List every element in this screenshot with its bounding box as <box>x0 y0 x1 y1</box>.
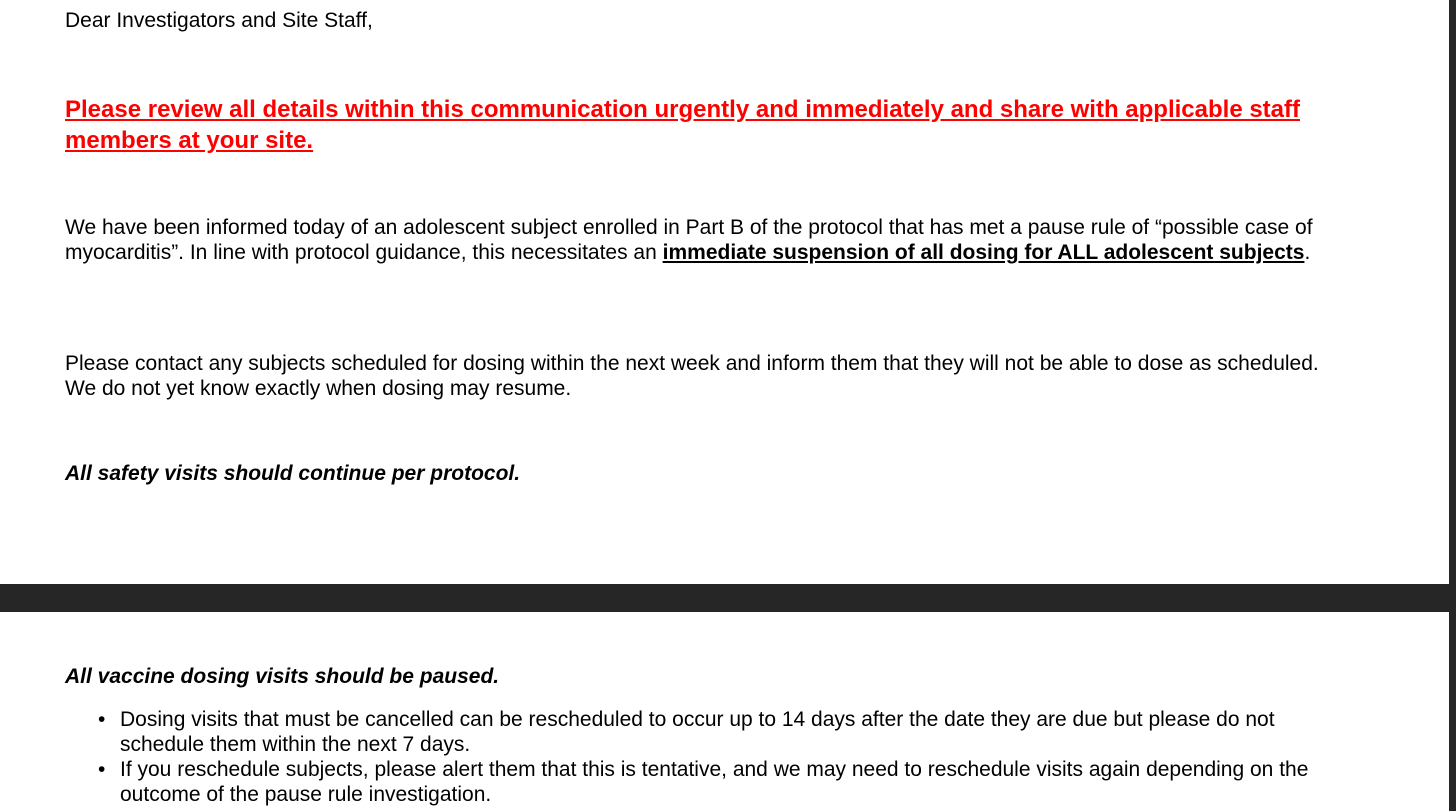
list-item <box>65 707 1350 757</box>
bullet-icon: • <box>98 758 106 781</box>
dosing-paused-heading: All vaccine dosing visits should be paused. <box>65 665 500 688</box>
suspension-emphasis: immediate suspension of all dosing for ALL adolescent subjects <box>662 241 1305 264</box>
paragraph-pause-rule-tail: . <box>1304 241 1311 264</box>
safety-visits-note: All safety visits should continue per protocol. <box>65 462 521 485</box>
list-item-text: Dosing visits that must be cancelled can be rescheduled to occur up to 14 days after the date they are due but please do not schedule them within the next 7 days. <box>120 708 1275 756</box>
list-item-text: If you reschedule subjects, please alert them that this is tentative, and we may need to reschedule visits again depending on the outcome of the pause rule investigation. <box>120 758 1309 806</box>
greeting: Dear Investigators and Site Staff, <box>65 9 373 32</box>
document-page-2 <box>0 612 1449 811</box>
dosing-bullet-list <box>65 707 1365 807</box>
urgent-notice: Please review all details within this communication urgently and immediately and share with applicable staff members at your site. <box>65 96 1301 154</box>
paragraph-pause-rule-lead: We have been informed today of an adolescent subject enrolled in Part B of the protocol that has met a pause rule of “possible case of myocarditis”. In line with protocol guidance, this necessitates an <box>65 216 1313 264</box>
paragraph-pause-rule <box>65 215 1365 265</box>
list-item <box>65 757 1350 807</box>
page-separator <box>0 584 1456 612</box>
bullet-icon: • <box>98 708 106 731</box>
paragraph-contact-subjects: Please contact any subjects scheduled for dosing within the next week and inform them that they will not be able to dose as scheduled. We do not yet know exactly when dosing may resume. <box>65 352 1319 400</box>
